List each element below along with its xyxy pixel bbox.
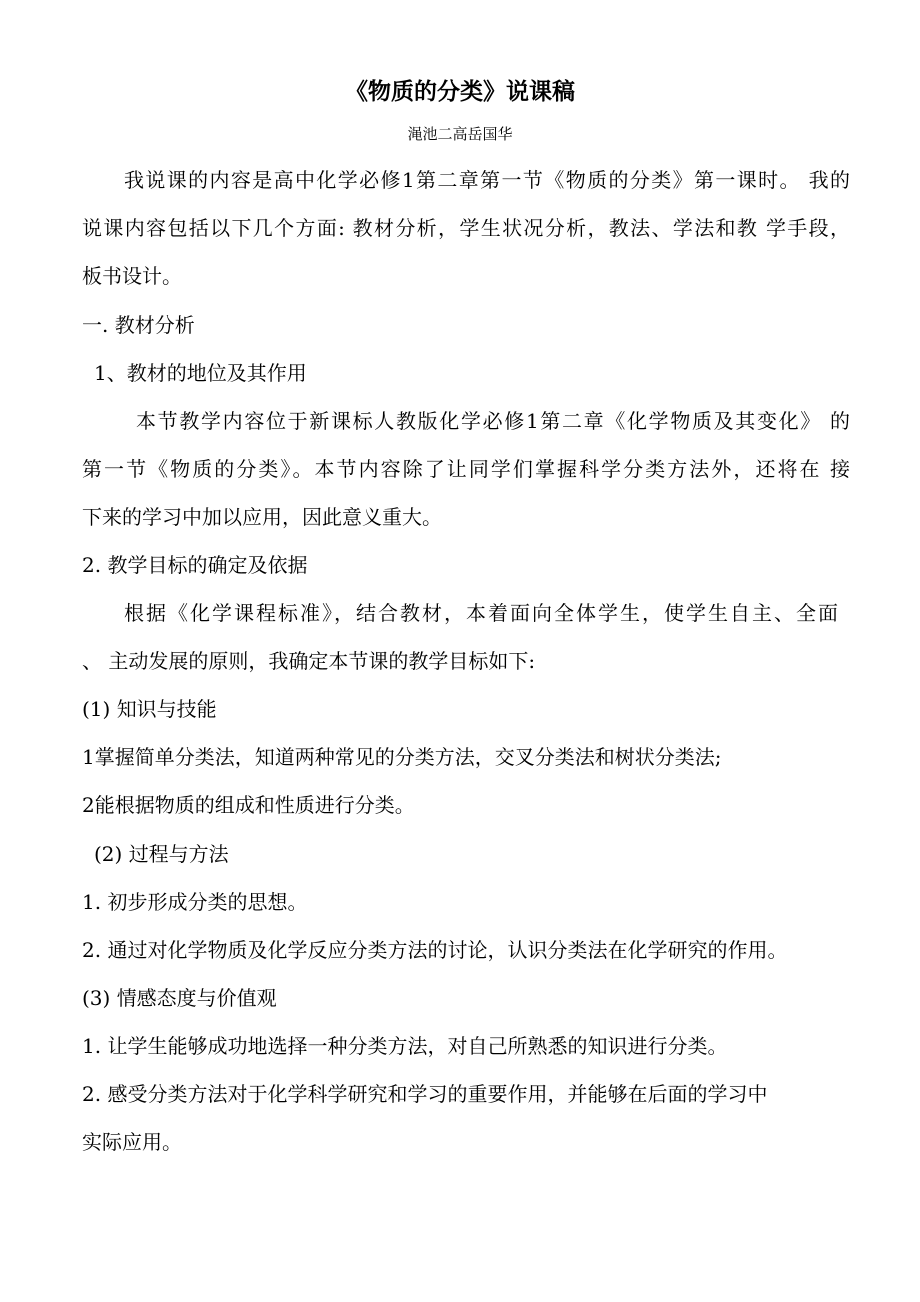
paragraph-line: 下来的学习中加以应用，因此意义重大。 [82, 505, 442, 529]
paragraph-line: 第一节《物质的分类》。本节内容除了让同学们掌握科学分类方法外，还将在 接 [82, 457, 850, 481]
intro-line: 板书设计。 [82, 264, 182, 288]
goal-item: 1. 让学生能够成功地选择一种分类方法，对自己所熟悉的知识进行分类。 [82, 1034, 728, 1058]
goal-item: 2. 通过对化学物质及化学反应分类方法的讨论，认识分类法在化学研究的作用。 [82, 938, 788, 962]
goal-item: 2能根据物质的组成和性质进行分类。 [82, 793, 415, 817]
goal-item: 实际应用。 [82, 1130, 182, 1154]
section-heading: 一. 教材分析 [82, 313, 195, 337]
goal-item: 1掌握简单分类法，知道两种常见的分类方法，交叉分类法和树状分类法; [82, 745, 722, 769]
subsection-heading: 1、教材的地位及其作用 [94, 361, 307, 385]
goal-item: 2. 感受分类方法对于化学科学研究和学习的重要作用，并能够在后面的学习中 [82, 1082, 768, 1106]
subsection-heading: 2. 教学目标的确定及依据 [82, 553, 308, 577]
goal-heading: (3) 情感态度与价值观 [82, 986, 277, 1010]
goal-item: 1. 初步形成分类的思想。 [82, 890, 308, 914]
paragraph-line: 本节教学内容位于新课标人教版化学必修1第二章《化学物质及其变化》 的 [136, 409, 850, 433]
goal-heading: (1) 知识与技能 [82, 697, 217, 721]
paragraph-line: 根据《化学课程标准》，结合教材，本着面向全体学生，使学生自主、全面 [124, 601, 838, 625]
goal-heading: (2) 过程与方法 [94, 842, 229, 866]
paragraph-line: 、 主动发展的原则，我确定本节课的教学目标如下: [82, 649, 536, 673]
intro-line: 说课内容包括以下几个方面: 教材分析，学生状况分析，教法、学法和教 学手段， [82, 216, 850, 240]
document-title: 《物质的分类》说课稿 [345, 79, 575, 105]
intro-line: 我说课的内容是高中化学必修1第二章第一节《物质的分类》第一课时。 我的 [124, 168, 850, 192]
document-author: 渑池二高岳国华 [407, 125, 513, 143]
